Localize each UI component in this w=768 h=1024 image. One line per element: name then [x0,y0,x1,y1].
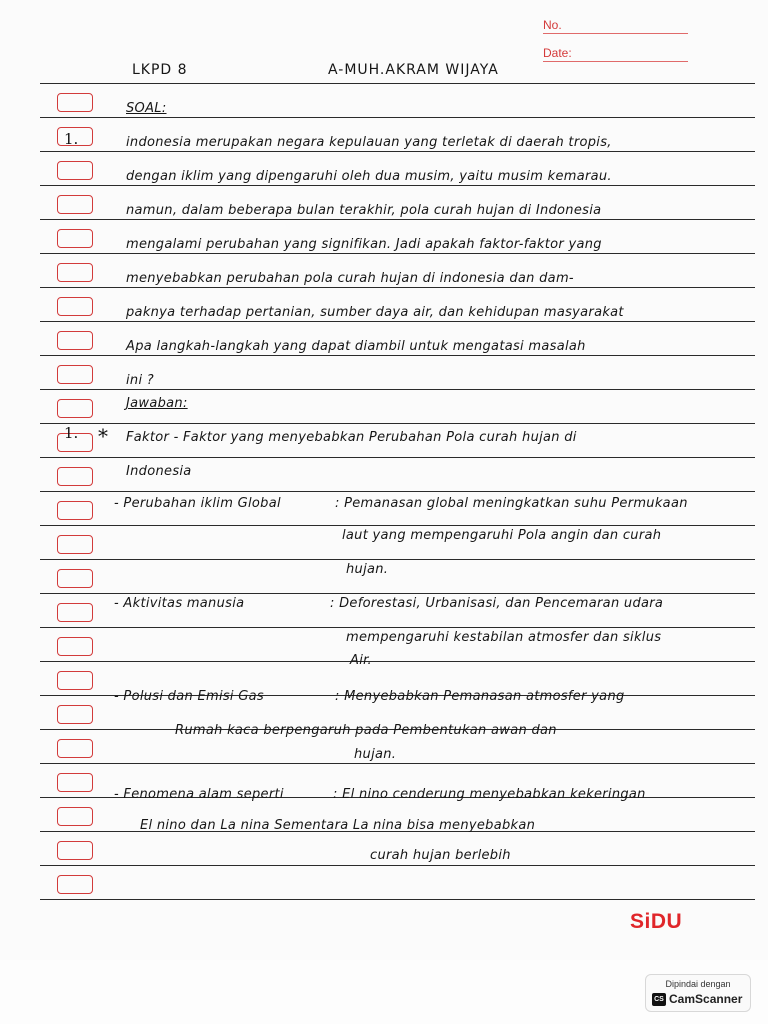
ruled-line [40,423,755,424]
factor-line: : Pemanasan global meningkatkan suhu Permukaan [335,496,688,511]
no-line [543,33,688,34]
answer-title-line: Indonesia [126,464,192,479]
question-line: dengan iklim yang dipengaruhi oleh dua musim, yaitu musim kemarau. [126,169,612,184]
margin-box [57,807,93,826]
margin-box [57,195,93,214]
question-line: Apa langkah-langkah yang dapat diambil untuk mengatasi masalah [126,339,586,354]
margin-box [57,399,93,418]
margin-box [57,841,93,860]
factor-line: hujan. [354,747,397,762]
ruled-line [40,457,755,458]
question-line: menyebabkan perubahan pola curah hujan di indonesia dan dam- [126,271,574,286]
margin-box [57,705,93,724]
ruled-line [40,83,755,84]
margin-box [57,331,93,350]
answer-heading: Jawaban: [126,396,188,411]
question-line: mengalami perubahan yang signifikan. Jadi apakah faktor-faktor yang [126,237,602,252]
scanner-caption: Dipindai dengan [665,979,731,989]
margin-box [57,93,93,112]
question-line: ini ? [126,373,154,388]
ruled-line [40,593,755,594]
margin-box [57,739,93,758]
ruled-line [40,491,755,492]
question-line: namun, dalam beberapa bulan terakhir, pola curah hujan di Indonesia [126,203,602,218]
factor-label: - Fenomena alam seperti [114,787,284,802]
sidu-brand-logo: SiDU [630,910,683,933]
ruled-line [40,389,755,390]
factor-line: Rumah kaca berpengaruh pada Pembentukan awan dan [175,723,557,738]
ruled-line [40,355,755,356]
ruled-line [40,117,755,118]
factor-line: hujan. [346,562,389,577]
ruled-line [40,899,755,900]
ruled-line [40,559,755,560]
scanner-name: CamScanner [669,992,743,1006]
no-label: No. [543,18,562,32]
question-heading: SOAL: [126,101,167,116]
factor-line: curah hujan berlebih [370,848,511,863]
ruled-line [40,627,755,628]
margin-box [57,875,93,894]
margin-box [57,161,93,180]
ruled-line [40,525,755,526]
ruled-line [40,253,755,254]
margin-box [57,773,93,792]
answer-title-line: Faktor - Faktor yang menyebabkan Perubahan Pola curah hujan di [126,430,577,445]
question-line: paknya terhadap pertanian, sumber daya air, dan kehidupan masyarakat [126,305,624,320]
margin-box [57,229,93,248]
ruled-line [40,661,755,662]
ruled-line [40,865,755,866]
margin-box [57,263,93,282]
margin-box [57,637,93,656]
answer-number: 1. [64,424,79,442]
factor-label: - Polusi dan Emisi Gas [114,689,264,704]
factor-line: Air. [350,653,372,668]
margin-box [57,297,93,316]
ruled-line [40,219,755,220]
star-icon: * [98,424,108,448]
margin-box [57,603,93,622]
factor-line: El nino dan La nina Sementara La nina bisa menyebabkan [140,818,536,833]
margin-box [57,569,93,588]
margin-box [57,535,93,554]
camscanner-badge [645,974,751,1012]
lkpd-title: LKPD 8 [132,62,188,78]
question-number: 1. [64,130,79,148]
margin-box [57,365,93,384]
ruled-line [40,185,755,186]
ruled-line [40,321,755,322]
margin-box [57,671,93,690]
factor-line: : Deforestasi, Urbanisasi, dan Pencemaran udara [330,596,664,611]
margin-box [57,467,93,486]
ruled-line [40,151,755,152]
ruled-line [40,287,755,288]
factor-line: laut yang mempengaruhi Pola angin dan curah [342,528,662,543]
factor-line: : Menyebabkan Pemanasan atmosfer yang [335,689,625,704]
date-label: Date: [543,46,572,60]
factor-label: - Aktivitas manusia [114,596,245,611]
date-line [543,61,688,62]
ruled-line [40,763,755,764]
margin-box [57,501,93,520]
factor-label: - Perubahan iklim Global [114,496,281,511]
factor-line: : El nino cenderung menyebabkan kekeringan [333,787,646,802]
question-line: indonesia merupakan negara kepulauan yang terletak di daerah tropis, [126,135,612,150]
factor-line: mempengaruhi kestabilan atmosfer dan siklus [346,630,662,645]
student-name: A-MUH.AKRAM WIJAYA [328,62,499,78]
camscanner-logo-icon: CS [652,993,666,1006]
